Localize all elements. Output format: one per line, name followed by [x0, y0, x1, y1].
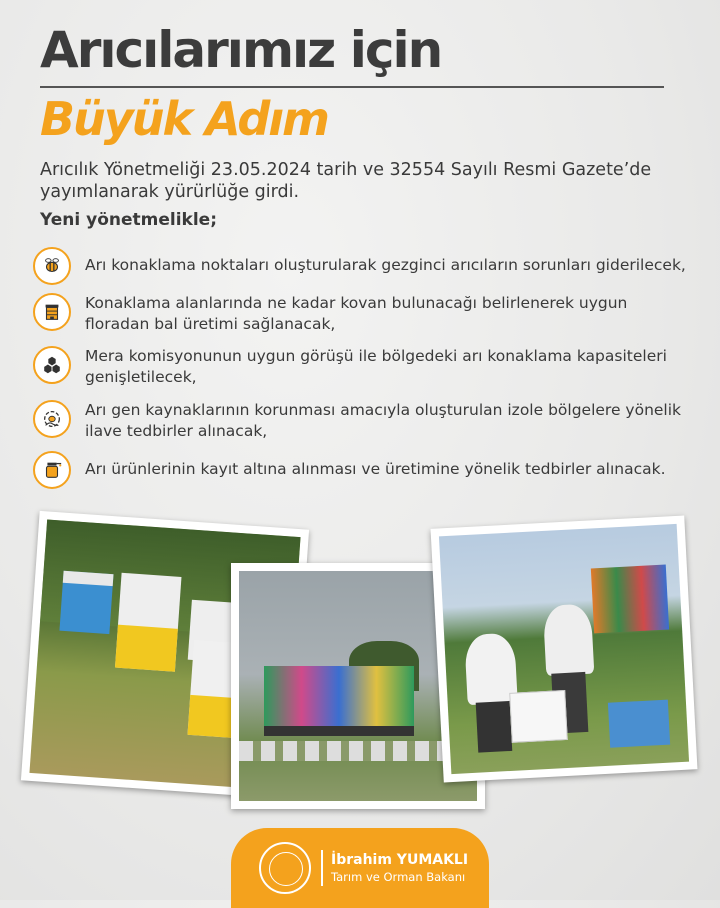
footer-divider	[321, 850, 323, 886]
photo-beekeepers	[431, 516, 698, 783]
list-item	[33, 293, 693, 337]
honey-jar-icon	[33, 451, 71, 489]
headline-line2: Büyük Adım	[40, 92, 328, 146]
intro-text: Arıcılık Yönetmeliği 23.05.2024 tarih ve 32554 Sayılı Resmi Gazete’de yayımlanarak yürürlüğe girdi.	[40, 160, 652, 202]
bee-gene-icon	[33, 400, 71, 438]
ministry-seal-icon	[259, 842, 311, 894]
bee-icon	[33, 247, 71, 285]
list-item	[33, 346, 693, 390]
footer-signature	[231, 828, 489, 908]
minister-name: İbrahim YUMAKLI	[331, 852, 469, 868]
honeycomb-icon	[33, 346, 71, 384]
list-item	[33, 400, 693, 444]
list-item-text: Arı gen kaynaklarının korunması amacıyla oluşturulan izole bölgelere yönelik ilave tedbirler alınacak,	[85, 401, 682, 440]
list-item-text: Konaklama alanlarında ne kadar kovan bulunacağı belirlenerek uygun floradan bal üretimi sağlanacak,	[85, 294, 628, 333]
headline-line1: Arıcılarımız için	[40, 21, 442, 79]
list-item-text: Mera komisyonunun uygun görüşü ile bölgedeki arı konaklama kapasiteleri genişletilecek,	[85, 347, 667, 386]
minister-role: Tarım ve Orman Bakanı	[331, 870, 466, 884]
list-item	[33, 451, 693, 495]
list-item-text: Arı konaklama noktaları oluşturularak gezginci arıcıların sorunları giderilecek,	[85, 256, 686, 274]
subhead: Yeni yönetmelikle;	[40, 210, 218, 230]
beehive-icon	[33, 293, 71, 331]
list-item-text: Arı ürünlerinin kayıt altına alınması ve üretimine yönelik tedbirler alınacak.	[85, 460, 666, 478]
headline-divider	[40, 86, 664, 88]
list-item	[33, 247, 693, 291]
